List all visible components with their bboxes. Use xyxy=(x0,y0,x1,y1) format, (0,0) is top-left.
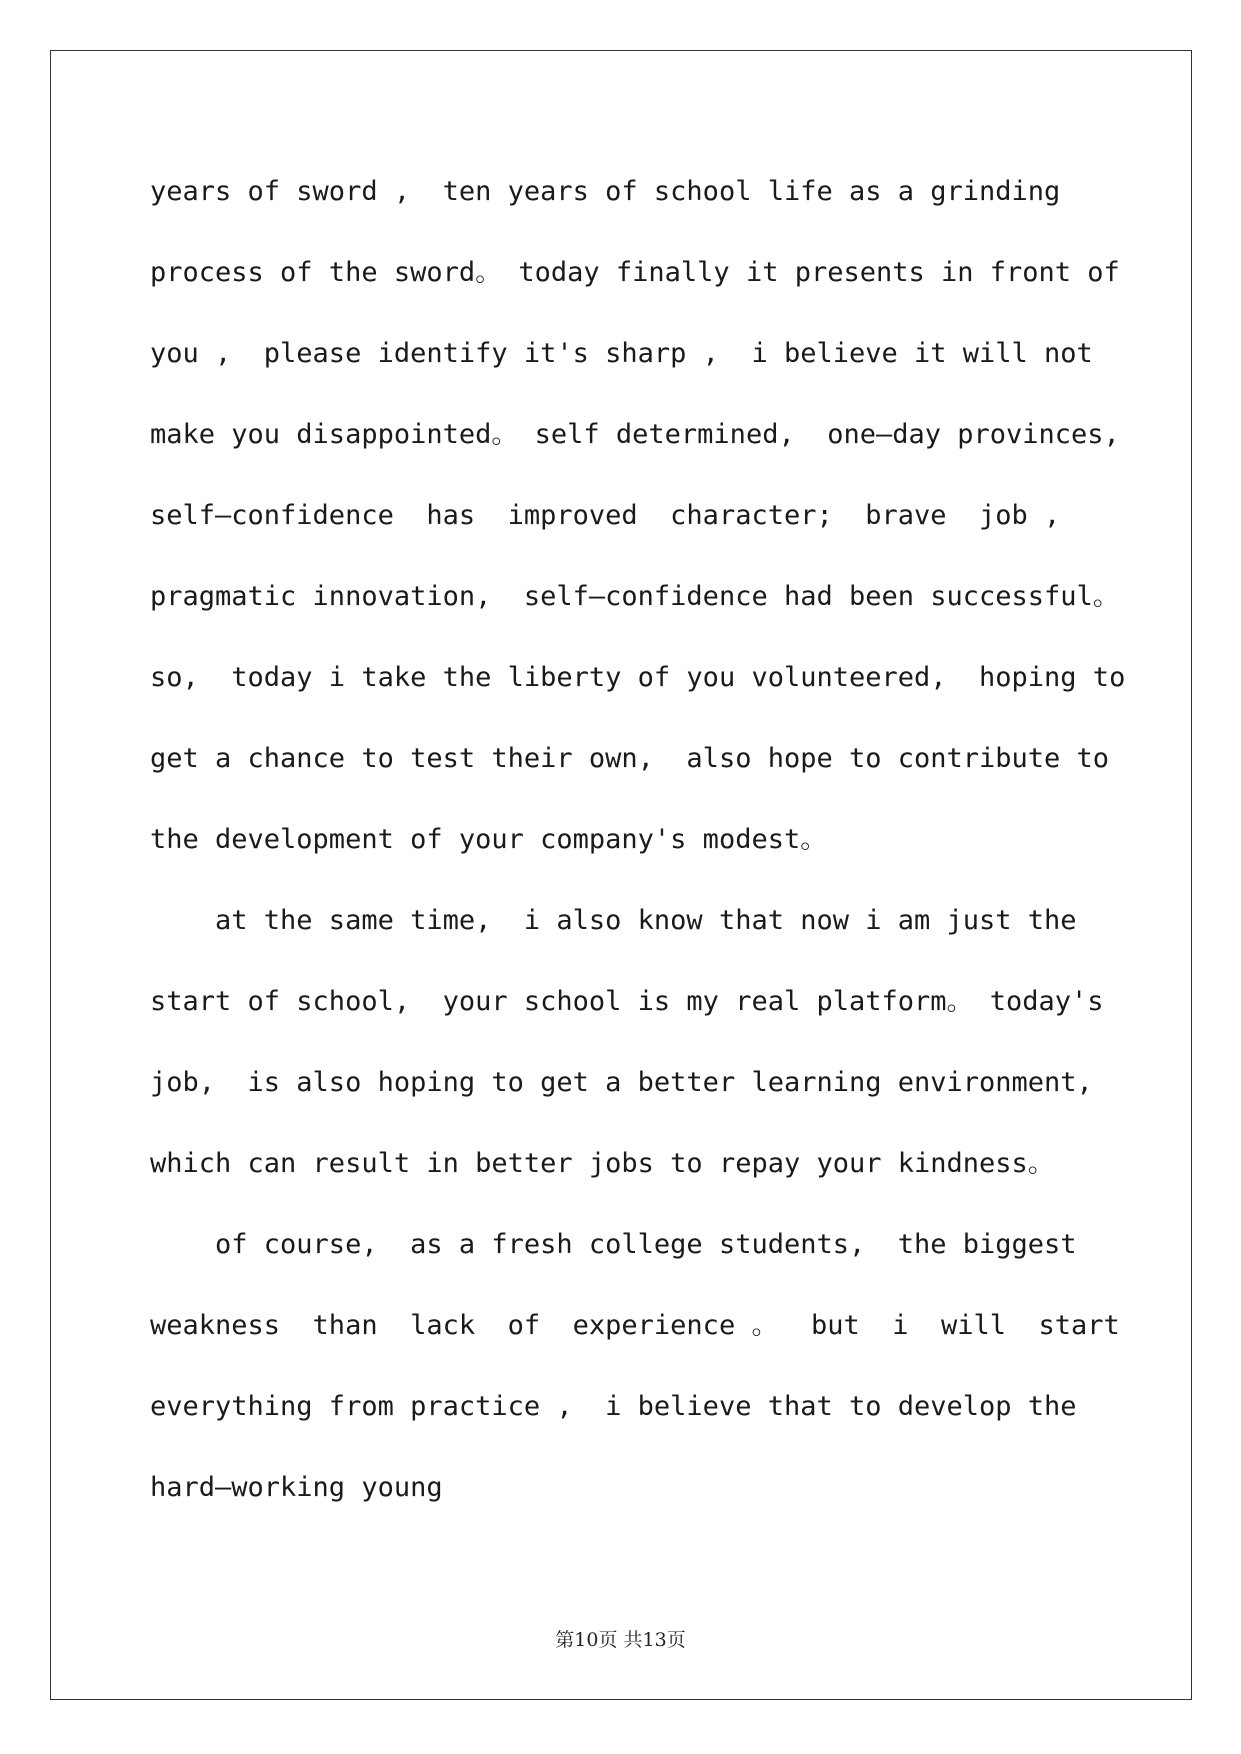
body-line: of course, as a fresh college students, the biggest xyxy=(150,1229,1077,1260)
body-line: job, is also hoping to get a better learning environment, xyxy=(150,1067,1093,1098)
body-line: get a chance to test their own, also hope to contribute to xyxy=(150,743,1110,774)
page-border xyxy=(50,50,1192,1700)
body-line: start of school, your school is my real platform。 today's xyxy=(150,986,1104,1017)
body-line: hard—working young xyxy=(150,1472,443,1503)
body-line: process of the sword。 today finally it presents in front of xyxy=(150,257,1120,288)
page-number-footer: 第10页 共13页 xyxy=(555,1629,686,1651)
body-line: make you disappointed。 self determined, one—day provinces, xyxy=(150,419,1120,450)
body-line: which can result in better jobs to repay your kindness。 xyxy=(150,1148,1055,1179)
body-line: pragmatic innovation, self—confidence had been successful。 xyxy=(150,581,1120,612)
body-line: so, today i take the liberty of you volunteered, hoping to xyxy=(150,662,1126,693)
body-line: years of sword , ten years of school life as a grinding xyxy=(150,176,1061,207)
body-line: at the same time, i also know that now i am just the xyxy=(150,905,1077,936)
body-line: you , please identify it's sharp , i believe it will not xyxy=(150,338,1093,369)
body-line: the development of your company's modest。 xyxy=(150,824,828,855)
body-line: weakness than lack of experience 。 but i will start xyxy=(150,1310,1120,1341)
body-line: everything from practice , i believe that to develop the xyxy=(150,1391,1077,1422)
body-line: self—confidence has improved character; brave job , xyxy=(150,500,1061,531)
